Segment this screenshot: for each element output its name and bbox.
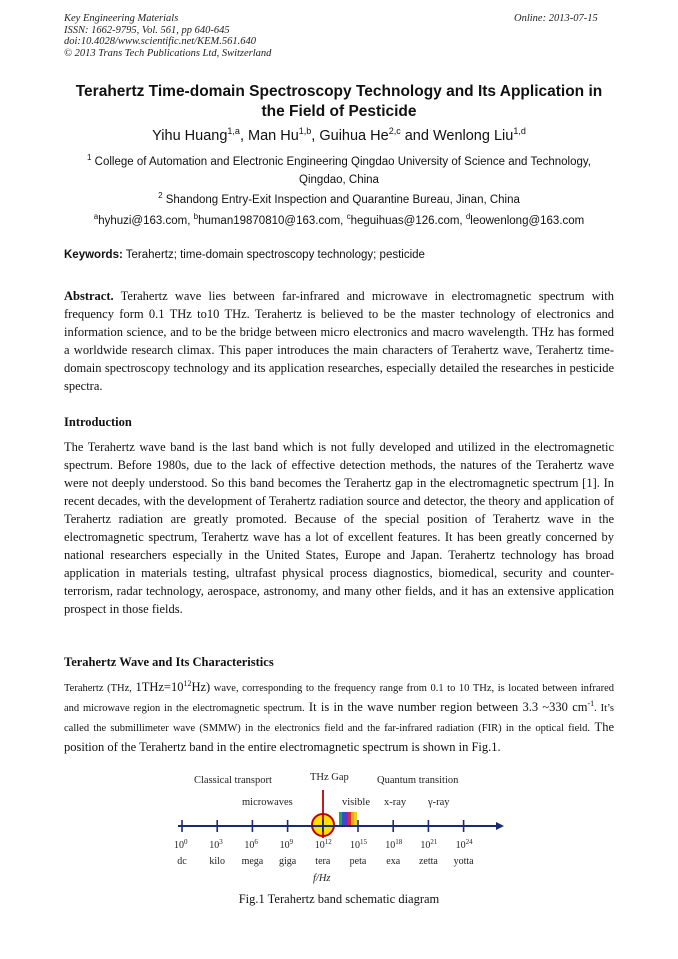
prefix-label: yotta xyxy=(453,856,474,867)
microwaves-label: microwaves xyxy=(242,797,293,808)
section-2-text-sup: 12 xyxy=(183,678,192,688)
tick-label: $10^6$ xyxy=(244,838,258,851)
abstract-label: Abstract. xyxy=(64,289,114,303)
tick-label: $10^{21}$ xyxy=(420,838,438,851)
tick-label: $10^{12}$ xyxy=(314,838,332,851)
classical-transport-label: Classical transport xyxy=(194,775,272,786)
email-address[interactable]: heguihuas@126.com, xyxy=(350,215,466,227)
gamma-ray-label: γ-ray xyxy=(428,797,450,808)
email-address[interactable]: leowenlong@163.com xyxy=(470,215,585,227)
email-sup: a xyxy=(93,212,99,222)
author-list xyxy=(50,127,628,145)
thz-gap-label: THz Gap xyxy=(310,772,349,783)
section-2-text-part: It is in the wave number region between 3.3 ~330 cm xyxy=(304,700,588,714)
introduction-heading: Introduction xyxy=(64,415,132,429)
email-list xyxy=(50,212,628,227)
affiliation-1-line-1: College of Automation and Electronic Engineering Qingdao University of Science and Technology, xyxy=(91,156,591,168)
email-address[interactable]: hyhuzi@163.com, xyxy=(98,215,194,227)
paper-title xyxy=(50,82,628,122)
author-sep: , xyxy=(239,128,248,144)
visible-bar xyxy=(339,812,342,826)
visible-bar xyxy=(348,812,351,826)
title-line-1: Terahertz Time-domain Spectroscopy Technology and Its Application in xyxy=(75,83,603,100)
section-2-text xyxy=(64,678,614,756)
online-date: Online: 2013-07-15 xyxy=(514,13,598,24)
email-sup: c xyxy=(346,212,351,222)
visible-spectrum-bars xyxy=(339,812,357,826)
author-sep: , xyxy=(311,128,320,144)
affiliation-1-sup: 1 xyxy=(87,153,92,163)
prefix-label: exa xyxy=(386,856,401,867)
tick-label: $10^0$ xyxy=(174,838,188,851)
issn-line: ISSN: 1662-9795, Vol. 561, pp 640-645 xyxy=(64,24,230,36)
tick-label: $10^{24}$ xyxy=(455,838,473,851)
prefix-label: kilo xyxy=(209,856,225,867)
keywords-label: Keywords: xyxy=(64,249,123,261)
email-address[interactable]: human19870810@163.com, xyxy=(198,215,347,227)
prefix-label: tera xyxy=(315,856,331,867)
journal-header xyxy=(64,13,271,59)
author-name: Wenlong Liu xyxy=(432,128,514,144)
prefix-label: mega xyxy=(241,856,264,867)
introduction-text: The Terahertz wave band is the last band which is not fully developed and utilized in the electromagnetic spectrum. Before 1980s, due to the lack of effective detection methods, the natures of the Terahertz wave were not deeply understood. So this band becomes the Terahertz gap in the electromagnetic spectrum [1]. In recent decades, with the development of Terahertz radiation source and detector, the theory and application of Terahertz radiation are greatly promoted. Because of the special position of Terahertz wave in the electromagnetic spectrum, Terahertz wave has a lot of excellent features. It has been greatly concerned by national researchers especially in the United States, Europe and Japan. Terahertz technology has broad application in materials testing, ultrafast physical process diagnostics, biomedical, security and counter-terrorism, radar technology, aerospace, astronomy, and many other fields, and it has an extensive application prospect in those fields. xyxy=(64,440,614,616)
author-sup: 1,b xyxy=(298,126,312,137)
tick-label: $10^{18}$ xyxy=(385,838,403,851)
copyright-line: © 2013 Trans Tech Publications Ltd, Switzerland xyxy=(64,47,272,59)
prefix-label: peta xyxy=(349,856,367,867)
axis-label: f/Hz xyxy=(313,873,331,884)
section-2-text-part: wave, corresponding to the frequency range from 0.1 to 10 THz, is located between infrared and microwave region in the electromagnetic spectrum. xyxy=(64,683,614,714)
section-2-heading: Terahertz Wave and Its Characteristics xyxy=(64,655,274,669)
section-2-text-part: Terahertz (THz, xyxy=(64,683,136,694)
author-name: Guihua He xyxy=(319,128,389,144)
axis-arrow-icon xyxy=(496,822,504,830)
email-sup: d xyxy=(465,212,471,222)
author-name: Man Hu xyxy=(248,128,299,144)
prefix-label: zetta xyxy=(418,856,438,867)
visible-bar xyxy=(342,812,345,826)
abstract xyxy=(64,287,614,395)
author-name: Yihu Huang xyxy=(152,128,228,144)
figure-caption: Fig.1 Terahertz band schematic diagram xyxy=(238,892,440,906)
section-2-text-part: 1THz=10 xyxy=(135,680,184,694)
title-line-2: the Field of Pesticide xyxy=(261,103,417,120)
keywords-text: Terahertz; time-domain spectroscopy technology; pesticide xyxy=(122,249,425,261)
section-2-text-part: . It’s called the submillimeter wave (SMMW) in the electronics field and the far-infrared radiation (FIR) in the optical field. xyxy=(64,703,614,734)
visible-bar xyxy=(354,812,357,826)
visible-bar xyxy=(345,812,348,826)
affiliation-2-sup: 2 xyxy=(158,191,163,201)
x-ray-label: x-ray xyxy=(384,797,407,808)
doi-line: doi:10.4028/www.scientific.net/KEM.561.640 xyxy=(64,36,256,47)
prefix-label: dc xyxy=(177,856,187,867)
journal-name: Key Engineering Materials xyxy=(64,13,179,24)
quantum-transition-label: Quantum transition xyxy=(377,775,459,786)
affiliation-2-text: Shandong Entry-Exit Inspection and Quarantine Bureau, Jinan, China xyxy=(162,194,520,206)
section-2-text-part: Hz) xyxy=(191,680,211,694)
affiliation-2 xyxy=(58,191,620,209)
section-2-text-part: The position of the Terahertz band in the entire electromagnetic spectrum is shown in Fig.1. xyxy=(64,720,614,754)
visible-bar xyxy=(351,812,354,826)
email-sup: b xyxy=(193,212,199,222)
tick-label: $10^9$ xyxy=(279,838,294,851)
section-2-text-sup: -1 xyxy=(587,698,595,708)
tick-label: $10^{15}$ xyxy=(350,838,367,851)
affiliation-1-line-2: Qingdao, China xyxy=(299,174,379,186)
keywords xyxy=(64,249,425,261)
visible-label: visible xyxy=(342,797,370,808)
author-sup: 1,a xyxy=(227,126,240,137)
affiliation-1 xyxy=(58,153,620,189)
terahertz-band-diagram xyxy=(170,768,510,888)
author-sup: 2,c xyxy=(388,126,401,137)
author-sep: and xyxy=(400,128,433,144)
tick-label: $10^3$ xyxy=(209,838,223,851)
author-sup: 1,d xyxy=(513,126,526,137)
abstract-text: Terahertz wave lies between far-infrared and microwave in electromagnetic spectrum with frequency form 0.1 THz to10 THz. Terahertz is believed to be the master technology of electronics and information science, and to be the bridge between micro electronics and macro wavelength. THz has formed a worldwide research climax. This paper introduces the main characters of Terahertz wave, Terahertz time-domain spectroscopy technology and its application researches, especially detailed the researches in pesticide spectra. xyxy=(64,289,614,393)
prefix-label: giga xyxy=(278,856,297,867)
